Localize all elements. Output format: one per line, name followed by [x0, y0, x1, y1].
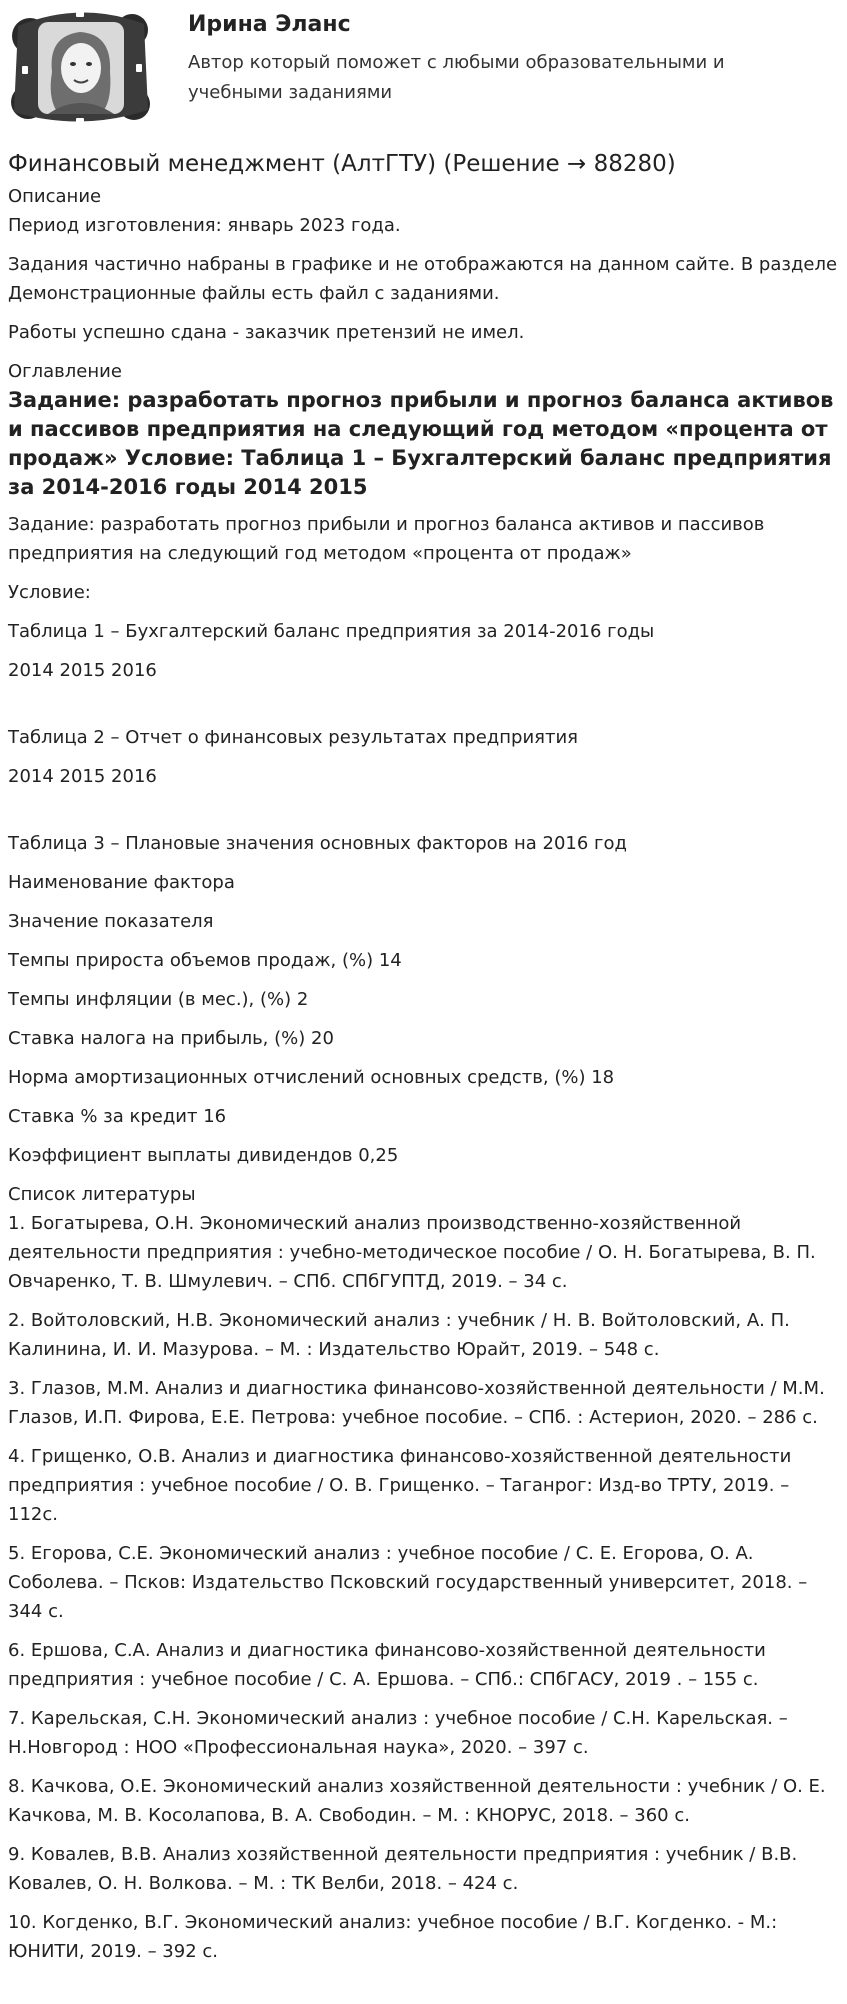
toc-line: Значение показателя — [8, 911, 214, 932]
author-avatar — [8, 6, 154, 126]
toc-line: Ставка налога на прибыль, (%) 20 — [8, 1028, 334, 1049]
author-card — [8, 0, 838, 126]
reference-item: 7. Карельская, С.Н. Экономический анализ : учебное пособие / С.Н. Карельская. – Н.Новгород : НОО «Профессиональная наука», 2020. – 397 с. — [8, 1708, 788, 1758]
author-name[interactable]: Ирина Эланс — [188, 12, 351, 37]
reference-item: 5. Егорова, С.Е. Экономический анализ : учебное пособие / С. Е. Егорова, О. А. Соболева. – Псков: Издательство Псковский государственный университет, 2018. – 344 с. — [8, 1543, 808, 1622]
toc-label: Оглавление — [8, 361, 122, 382]
toc-line: 2014 2015 2016 — [8, 660, 157, 681]
description-paragraph: Задания частично набраны в графике и не отображаются на данном сайте. В разделе Демонстрационные файлы есть файл с заданиями. — [8, 254, 838, 304]
toc-line: Темпы прироста объемов продаж, (%) 14 — [8, 950, 402, 971]
description-label: Описание — [8, 186, 102, 207]
toc-line: Задание: разработать прогноз прибыли и прогноз баланса активов и пассивов предприятия на следующий год методом «процента от продаж» — [8, 514, 765, 564]
toc-line: Норма амортизационных отчислений основных средств, (%) 18 — [8, 1067, 615, 1088]
description-paragraph: Период изготовления: январь 2023 года. — [8, 215, 401, 236]
reference-item: 9. Ковалев, В.В. Анализ хозяйственной деятельности предприятия : учебник / В.В. Ковалев, О. Н. Волкова. – М. : ТК Велби, 2018. – 424 с. — [8, 1844, 798, 1894]
spacer — [8, 695, 838, 723]
references-label: Список литературы — [8, 1184, 196, 1205]
page-title: Финансовый менеджмент (АлтГТУ) (Решение → 88280) — [8, 151, 676, 177]
page — [8, 0, 838, 1976]
reference-item: 8. Качкова, О.Е. Экономический анализ хозяйственной деятельности : учебник / О. Е. Качкова, М. В. Косолапова, В. А. Свободин. – М. : КНОРУС, 2018. – 360 с. — [8, 1776, 826, 1826]
reference-item: 3. Глазов, М.М. Анализ и диагностика финансово-хозяйственной деятельности / М.М. Глазов, И.П. Фирова, Е.Е. Петрова: учебное пособие. – СПб. : Астерион, 2020. – 286 с. — [8, 1378, 825, 1428]
reference-item: 2. Войтоловский, Н.В. Экономический анализ : учебник / Н. В. Войтоловский, А. П. Калинина, И. И. Мазурова. – М. : Издательство Юрайт, 2019. – 548 с. — [8, 1310, 790, 1360]
toc-line: Таблица 2 – Отчет о финансовых результатах предприятия — [8, 727, 578, 748]
description-paragraph: Работы успешно сдана - заказчик претензий не имел. — [8, 322, 525, 343]
toc-line: Темпы инфляции (в мес.), (%) 2 — [8, 989, 309, 1010]
references-list — [8, 1209, 838, 1966]
reference-item: 6. Ершова, С.А. Анализ и диагностика финансово-хозяйственной деятельности предприятия : учебное пособие / С. А. Ершова. – СПб.: СПбГАСУ, 2019 . – 155 с. — [8, 1640, 766, 1690]
toc-heading: Задание: разработать прогноз прибыли и прогноз баланса активов и пассивов предприятия на следующий год методом «процента от продаж» Условие: Таблица 1 – Бухгалтерский баланс предприятия за 2014-2016 годы 2014 2015 — [8, 388, 834, 499]
toc-line: Коэффициент выплаты дивидендов 0,25 — [8, 1145, 399, 1166]
reference-item: 1. Богатырева, О.Н. Экономический анализ производственно-хозяйственной деятельности предприятия : учебно-методическое пособие / О. Н. Богатырева, В. П. Овчаренко, Т. В. Шмулевич. – СПб. СПбГУПТД, 2019. – 34 с. — [8, 1213, 816, 1292]
spacer — [8, 801, 838, 829]
reference-item: 4. Грищенко, О.В. Анализ и диагностика финансово-хозяйственной деятельности предприятия : учебное пособие / О. В. Грищенко. – Таганрог: Изд-во ТРТУ, 2019. – 112с. — [8, 1446, 792, 1525]
toc-line: 2014 2015 2016 — [8, 766, 157, 787]
reference-item: 10. Когденко, В.Г. Экономический анализ: учебное пособие / В.Г. Когденко. - М.: ЮНИТИ, 2019. – 392 с. — [8, 1912, 778, 1962]
toc-line: Наименование фактора — [8, 872, 235, 893]
author-description: Автор который поможет с любыми образовательными и учебными заданиями — [188, 52, 725, 103]
toc-line: Таблица 1 – Бухгалтерский баланс предприятия за 2014-2016 годы — [8, 621, 655, 642]
toc-line: Условие: — [8, 582, 91, 603]
toc-line: Ставка % за кредит 16 — [8, 1106, 227, 1127]
toc-line: Таблица 3 – Плановые значения основных факторов на 2016 год — [8, 833, 627, 854]
